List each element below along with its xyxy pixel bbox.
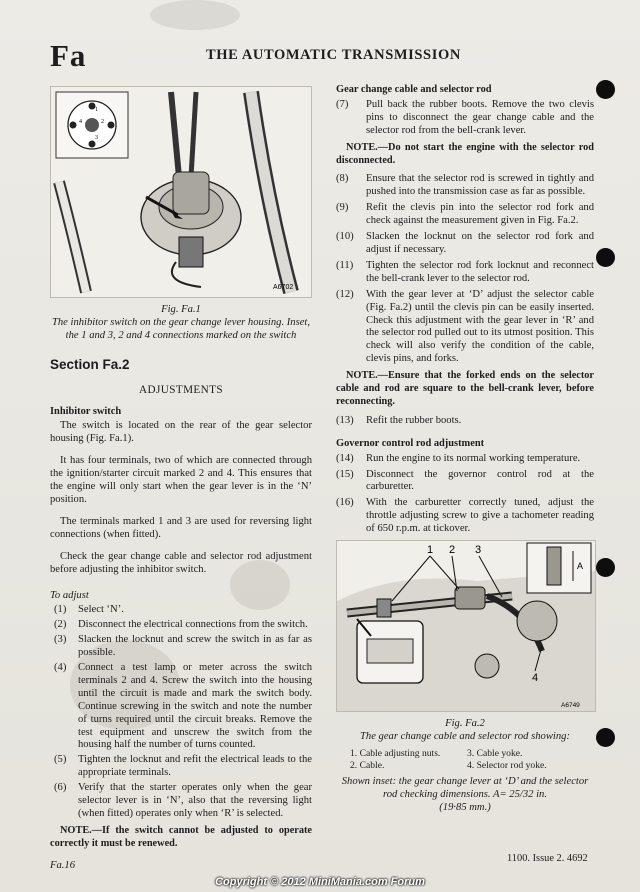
section-heading: Section Fa.2 <box>50 356 130 372</box>
step-item <box>336 469 594 495</box>
step-text: With the carburetter correctly tuned, adjust the throttle adjusting screw to give a tachometer reading of 650 r.p.m. at tickover. <box>366 497 594 535</box>
step-number: (5) <box>54 754 67 766</box>
step-number: (7) <box>336 98 349 110</box>
gear-steps-list <box>336 99 594 138</box>
inset-terminal-label: 3 <box>95 135 98 141</box>
step-text: Run the engine to its normal working temperature. <box>366 452 581 464</box>
right-column <box>336 84 594 815</box>
inset-note: Shown inset: the gear change lever at ‘D’ and the selector rod checking dimensions. A= 25/32 in. <box>341 775 589 800</box>
step-text: Select ‘N’. <box>78 604 124 616</box>
paragraph: The switch is located on the rear of the gear selector housing (Fig. Fa.1). <box>50 420 312 445</box>
inset-metric: (19·85 mm.) <box>439 801 491 813</box>
step-number: (6) <box>54 782 67 794</box>
step-number: (3) <box>54 634 67 646</box>
figure-description: The gear change cable and selector rod showing: <box>360 731 570 742</box>
gear-cable-heading: Gear change cable and selector rod <box>336 84 492 95</box>
step-number: (11) <box>336 259 354 271</box>
step-item <box>336 99 594 138</box>
figure-code: A6702 <box>273 284 294 291</box>
step-item <box>336 231 594 257</box>
gear-steps-list <box>336 415 594 428</box>
left-column <box>50 86 312 857</box>
paragraph: Check the gear change cable and selector rod adjustment before adjusting the inhibitor switch. <box>50 550 312 575</box>
inhibitor-steps-list <box>50 604 312 821</box>
step-number: (9) <box>336 202 349 214</box>
governor-heading: Governor control rod adjustment <box>336 437 485 449</box>
figure-caption: Fig. Fa.1 <box>161 304 201 315</box>
step-item <box>336 289 594 366</box>
figure-description: The inhibitor switch on the gear change lever housing. Inset, the 1 and 3, 2 and 4 connections marked on the switch <box>51 316 311 341</box>
step-text: Tighten the locknut and refit the electrical leads to the appropriate terminals. <box>78 754 312 779</box>
callout-label: 2 <box>449 544 456 557</box>
step-item <box>336 202 594 228</box>
step-text: Verify that the starter operates only when the gear selector lever is in ‘N’, also that the reversing light (when fitted) operates only when ‘R’ is selected. <box>78 782 312 819</box>
step-item <box>50 604 312 617</box>
step-text: Refit the clevis pin into the selector rod fork and check against the measurement given in Fig. Fa.2. <box>366 202 594 227</box>
step-number: (12) <box>336 288 354 300</box>
step-text: Connect a test lamp or meter across the switch terminals 2 and 4. Screw the switch into the housing until the circuit is made and mark the switch body. Continue screwing in the switch and note the number of turns required until the circuit breaks. Remove the test equipment and unscrew the switch from the housing half the number of turns counted. <box>78 662 312 751</box>
inhibitor-switch-illustration <box>51 87 311 297</box>
inhibitor-switch-heading: Inhibitor switch <box>50 405 122 417</box>
figure-fa2 <box>336 540 596 712</box>
figure-legend <box>350 748 584 772</box>
paragraph: The terminals marked 1 and 3 are used for reversing light connections (when fitted). <box>50 515 312 540</box>
step-number: (4) <box>54 662 67 674</box>
legend-item: 3. Cable yoke. <box>467 747 523 759</box>
binder-hole <box>596 728 615 747</box>
step-text: Tighten the selector rod fork locknut and reconnect the bell-crank lever to the selector rod. <box>366 259 594 284</box>
page-title: THE AUTOMATIC TRANSMISSION <box>206 47 461 63</box>
step-item <box>336 260 594 286</box>
step-item <box>50 662 312 752</box>
step-item <box>336 173 594 199</box>
figure-code: A6749 <box>561 702 580 710</box>
step-number: (16) <box>336 497 354 509</box>
step-item <box>336 497 594 536</box>
step-number: (8) <box>336 173 349 185</box>
step-number: (10) <box>336 231 354 243</box>
step-number: (13) <box>336 414 354 426</box>
step-item <box>336 415 594 428</box>
dimension-label: A <box>577 561 584 572</box>
step-text: Refit the rubber boots. <box>366 414 462 426</box>
step-item <box>50 754 312 780</box>
note: NOTE.—If the switch cannot be adjusted to operate correctly it must be renewed. <box>50 824 312 849</box>
page-reference: Fa.16 <box>50 860 76 871</box>
step-number: (15) <box>336 468 354 480</box>
step-text: Disconnect the electrical connections from the switch. <box>78 619 308 631</box>
legend-item: 1. Cable adjusting nuts. <box>350 747 441 759</box>
step-item <box>50 619 312 632</box>
paragraph: It has four terminals, two of which are connected through the ignition/starter circuit marked 2 and 4. This ensures that the engine will only start when the gear lever is in the ‘N’ position. <box>50 455 312 505</box>
callout-label: 3 <box>475 544 482 557</box>
gear-cable-illustration <box>337 541 595 711</box>
callout-label: 1 <box>427 544 434 557</box>
step-text: Slacken the locknut and screw the switch in as far as possible. <box>78 634 312 659</box>
governor-steps-list <box>336 453 594 536</box>
inset-terminal-label: 1 <box>95 107 98 113</box>
callout-label: 4 <box>532 672 539 685</box>
step-item <box>336 453 594 466</box>
adjustments-heading: ADJUSTMENTS <box>139 383 223 396</box>
binder-hole <box>596 80 615 99</box>
step-text: With the gear lever at ‘D’ adjust the selector cable (Fig. Fa.2) until the clevis pin can be easily inserted. Check this adjustment with the gear lever in ‘R’ and the selector rod pulled out to its utmost position. This check will also verify the condition of the cable, clevis pins, and forks. <box>366 288 594 365</box>
step-text: Slacken the locknut on the selector rod fork and adjust if necessary. <box>366 231 594 255</box>
note: NOTE.—Do not start the engine with the selector rod disconnected. <box>336 141 594 166</box>
binder-hole <box>596 558 615 577</box>
step-item <box>50 634 312 660</box>
legend-item: 2. Cable. <box>350 759 385 771</box>
copyright-watermark: Copyright © 2012 MiniMania.com Forum <box>215 876 425 888</box>
figure-fa1 <box>50 86 312 298</box>
step-item <box>50 782 312 821</box>
gear-steps-list <box>336 173 594 366</box>
step-number: (1) <box>54 604 67 616</box>
inset-terminal-label: 4 <box>79 119 82 125</box>
binder-hole <box>596 248 615 267</box>
legend-item: 4. Selector rod yoke. <box>467 759 547 771</box>
inset-terminal-label: 2 <box>101 119 104 125</box>
note: NOTE.—Ensure that the forked ends on the selector cable and rod are square to the bell-crank lever, before reconnecting. <box>336 370 594 407</box>
to-adjust-heading: To adjust <box>50 589 89 601</box>
step-number: (2) <box>54 619 67 631</box>
step-text: Disconnect the governor control rod at the carburetter. <box>366 468 594 493</box>
step-text: Pull back the rubber boots. Remove the two clevis pins to disconnect the gear change cable and the selector rod from the bell-crank lever. <box>366 98 594 136</box>
section-code: Fa <box>50 38 87 73</box>
issue-reference: 1100. Issue 2. 4692 <box>507 853 588 864</box>
step-text: Ensure that the selector rod is screwed in tightly and pushed into the transmission case as far as possible. <box>366 173 594 198</box>
figure-caption: Fig. Fa.2 <box>445 718 485 730</box>
step-number: (14) <box>336 452 354 464</box>
